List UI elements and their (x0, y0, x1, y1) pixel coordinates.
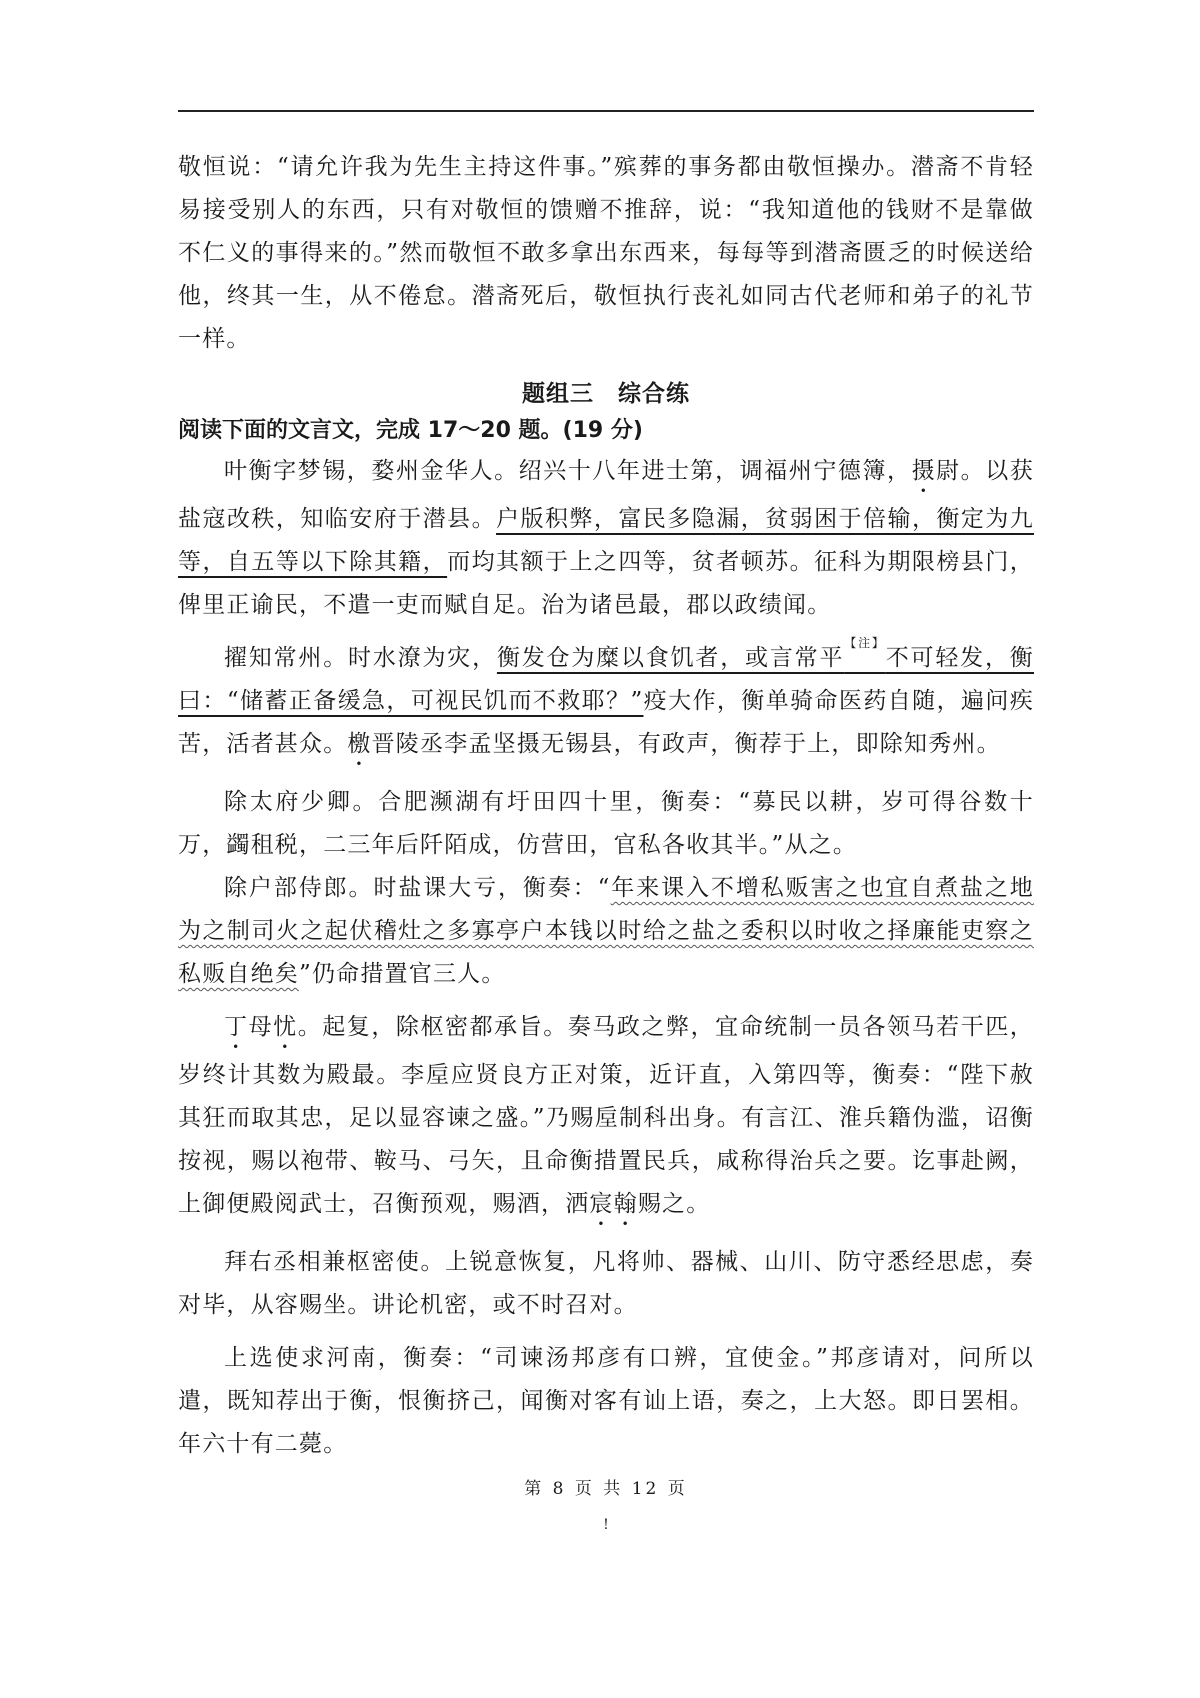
passage-paragraph-5 (178, 1006, 1034, 1231)
footnote-marker: 【注】 (844, 636, 886, 650)
passage-paragraph-1 (178, 450, 1034, 627)
translation-paragraph: 敬恒说：“请允许我为先生主持这件事。”殡葬的事务都由敬恒操办。潜斋不肯轻易接受别人的东西，只有对敬恒的馈赠不推辞，说：“我知道他的钱财不是靠做不仁义的事得来的。”然而敬恒不敢多拿出东西来，每每等到潜斋匮乏的时候送给他，终其一生，从不倦怠。潜斋死后，敬恒执行丧礼如同古代老师和弟子的礼节一样。 (178, 154, 1034, 352)
bottom-mark: ! (603, 1517, 609, 1533)
text-run: 晋陵丞李孟坚摄无锡县，有政声，衡荐于上，即除知秀州。 (371, 731, 1001, 757)
passage-paragraph-3: 除太府少卿。合肥濒湖有圩田四十里，衡奏：“募民以耕，岁可得谷数十万，蠲租税，二三年后阡陌成，仿营田，官私各收其半。”从之。 (178, 789, 1034, 858)
section-title: 题组三 综合练 (522, 381, 690, 407)
passage-paragraph-7: 上选使求河南，衡奏：“司谏汤邦彦有口辨，宜使金。”邦彦请对，问所以遣，既知荐出于衡，恨衡挤己，闻衡对客有讪上语，奏之，上大怒。即日罢相。年六十有二薨。 (178, 1345, 1034, 1457)
text-run: 而均其额于上之四等，贫者顿苏。征科为期限榜县门，俾里正谕民，不遣一吏而赋自足。治为诸邑最，郡以政绩闻。 (178, 549, 1034, 618)
text-run: 赐之。 (637, 1191, 711, 1217)
underlined-sentence: 户版积弊，富民多隐漏，贫弱困于倍输，衡定为九等，自五等以下除其籍， (178, 506, 1034, 575)
text-run: 叶衡字梦锡，婺州金华人。绍兴十八年进士第，调福州宁德簿， (224, 458, 912, 484)
header-rule (178, 110, 1034, 112)
text-run: 除户部侍郎。时盐课大亏，衡奏：“ (224, 875, 611, 901)
passage-paragraph-2 (178, 637, 1034, 771)
text-run: 不可轻发，衡曰：“储蓄正备缓急，可视民饥而不救耶？” (178, 645, 1034, 714)
dotted-word: 翰 (613, 1191, 638, 1217)
text-run: 。起复，除枢密都承旨。奏马政之弊，宜命统制一员各领马若干匹，岁终计其数为殿最。李垕应贤良方正对策，近讦直，入第四等，衡奏：“陛下赦其狂而取其忠，足以显容谏之盛。”乃赐垕制科出身。有言江、淮兵籍伪滥，诏衡按视，赐以袍带、鞍马、弓矢，且命衡措置民兵，咸称得治兵之要。讫事赴阙，上御便殿阅武士，召衡预观，赐酒，洒 (178, 1014, 1035, 1217)
dotted-word: 摄 (911, 458, 937, 484)
text-run: 母 (248, 1014, 274, 1040)
dotted-word: 忧 (273, 1014, 298, 1040)
passage-paragraph-6: 拜右丞相兼枢密使。上锐意恢复，凡将帅、器械、山川、防守悉经思虑，奏对毕，从容赐坐。讲论机密，或不时召对。 (178, 1249, 1034, 1318)
text-run: 疫大作，衡单骑命医药自随，遍问疾苦，活者甚众。 (178, 688, 1034, 757)
question-instruction: 阅读下面的文言文，完成 17～20 题。(19 分) (178, 418, 643, 443)
text-run: 尉。以获盐寇改秩，知临安府于潜县。 (178, 458, 1034, 532)
text-run: 擢知常州。时水潦为灾， (224, 645, 497, 671)
page-footer: 第 8 页 共 12 页 (524, 1479, 688, 1499)
text-run: ”仍命措置官三人。 (299, 961, 506, 987)
dotted-word: 丁 (224, 1014, 249, 1040)
dotted-word: 宸 (589, 1191, 614, 1217)
page-body (178, 146, 1034, 1533)
text-run: 衡发仓为糜以食饥者，或言常平 (496, 645, 845, 671)
wavy-underlined-sentence: 年来课入不增私贩害之也宜自煮盐之地为之制司火之起伏稽灶之多寡亭户本钱以时给之盐之委积以时收之择廉能吏察之私贩自绝矣 (178, 875, 1034, 987)
passage-paragraph-4 (178, 867, 1034, 996)
dotted-word: 檄 (347, 731, 372, 757)
